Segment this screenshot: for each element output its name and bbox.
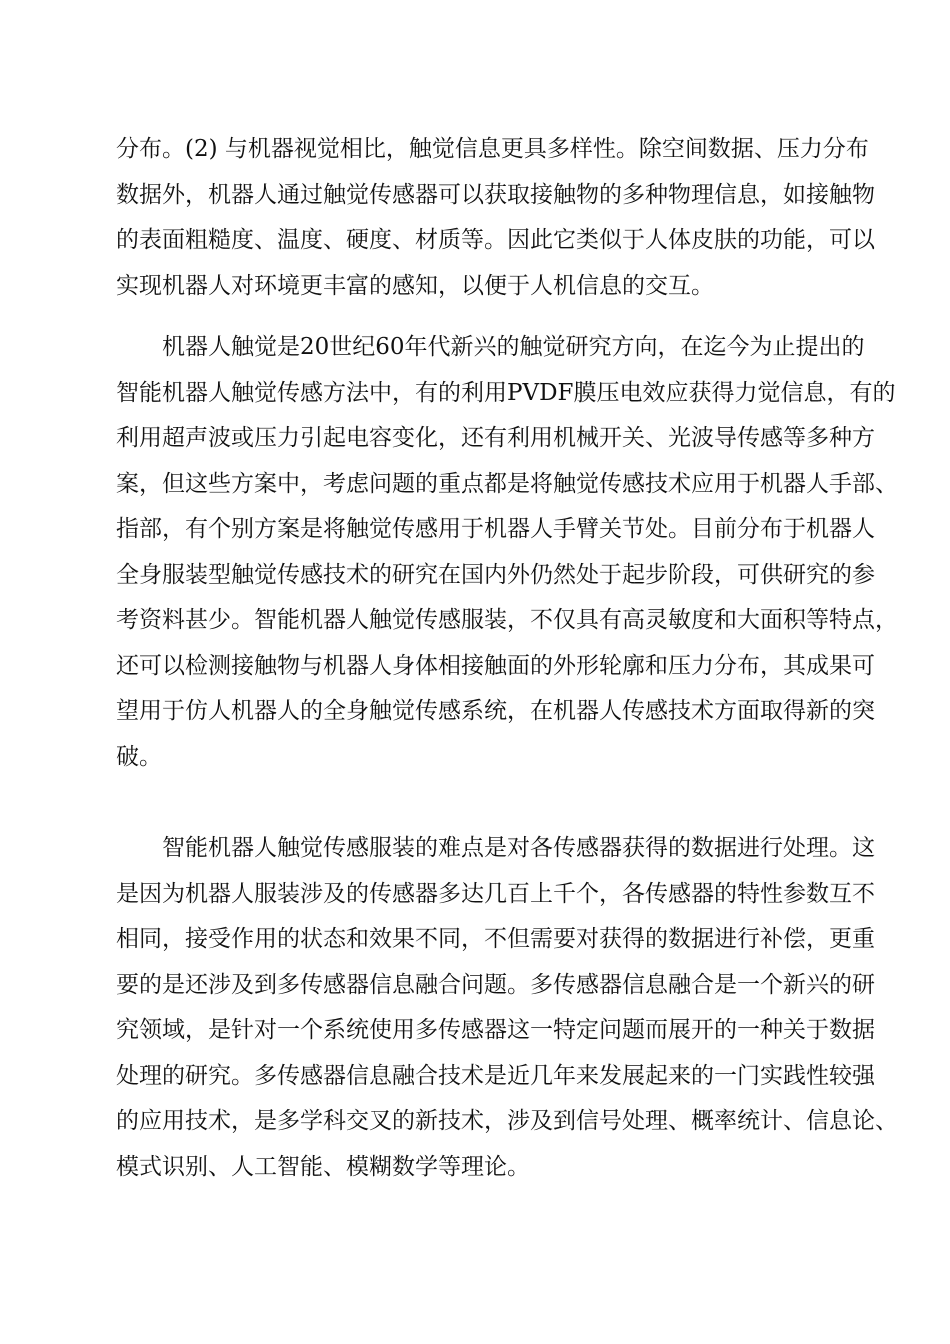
- paragraph-2: [116, 325, 898, 780]
- text-line: 相同，接受作用的状态和效果不同，不但需要对获得的数据进行补偿，更重: [116, 926, 875, 952]
- text-line: 利用超声波或压力引起电容变化，还有利用机械开关、光波导传感等多种方: [116, 425, 875, 451]
- text-line: 要的是还涉及到多传感器信息融合问题。多传感器信息融合是一个新兴的研: [116, 971, 875, 998]
- text-line: 案，但这些方案中，考虑问题的重点都是将触觉传感技术应用于机器人手部、: [116, 470, 898, 497]
- paragraph-3: [116, 826, 898, 1190]
- text-line: 是因为机器人服装涉及的传感器多达几百上千个，各传感器的特性参数互不: [116, 880, 875, 907]
- text-line: 分布。(2) 与机器视觉相比，触觉信息更具多样性。除空间数据、压力分布: [116, 136, 869, 162]
- text-line: 的表面粗糙度、温度、硬度、材质等。因此它类似于人体皮肤的功能，可以: [116, 227, 875, 253]
- text-line: 指部，有个别方案是将触觉传感用于机器人手臂关节处。目前分布于机器人: [116, 516, 875, 542]
- text-line: 机器人触觉是20世纪60年代新兴的触觉研究方向，在迄今为止提出的: [162, 334, 865, 360]
- text-line: 处理的研究。多传感器信息融合技术是近几年来发展起来的一门实践性较强: [116, 1062, 875, 1089]
- text-line: 全身服装型触觉传感技术的研究在国内外仍然处于起步阶段，可供研究的参: [116, 561, 875, 588]
- text-line: 破。: [116, 743, 162, 770]
- text-line: 数据外，机器人通过触觉传感器可以获取接触物的多种物理信息，如接触物: [116, 181, 875, 208]
- text-line: 智能机器人触觉传感服装的难点是对各传感器获得的数据进行处理。这: [162, 835, 875, 861]
- text-line: 的应用技术，是多学科交叉的新技术，涉及到信号处理、概率统计、信息论、: [116, 1108, 898, 1134]
- text-line: 还可以检测接触物与机器人身体相接触面的外形轮廓和压力分布，其成果可: [116, 652, 875, 679]
- text-line: 模式识别、人工智能、模糊数学等理论。: [116, 1153, 530, 1180]
- text-line: 望用于仿人机器人的全身触觉传感系统，在机器人传感技术方面取得新的突: [116, 698, 875, 724]
- text-line: 智能机器人触觉传感方法中，有的利用PVDF膜压电效应获得力觉信息，有的: [116, 379, 896, 406]
- paragraph-1: [116, 127, 875, 309]
- text-line: 实现机器人对环境更丰富的感知，以便于人机信息的交互。: [116, 272, 714, 299]
- text-line: 究领域，是针对一个系统使用多传感器这一特定问题而展开的一种关于数据: [116, 1017, 875, 1043]
- text-line: 考资料甚少。智能机器人触觉传感服装，不仅具有高灵敏度和大面积等特点，: [116, 607, 898, 633]
